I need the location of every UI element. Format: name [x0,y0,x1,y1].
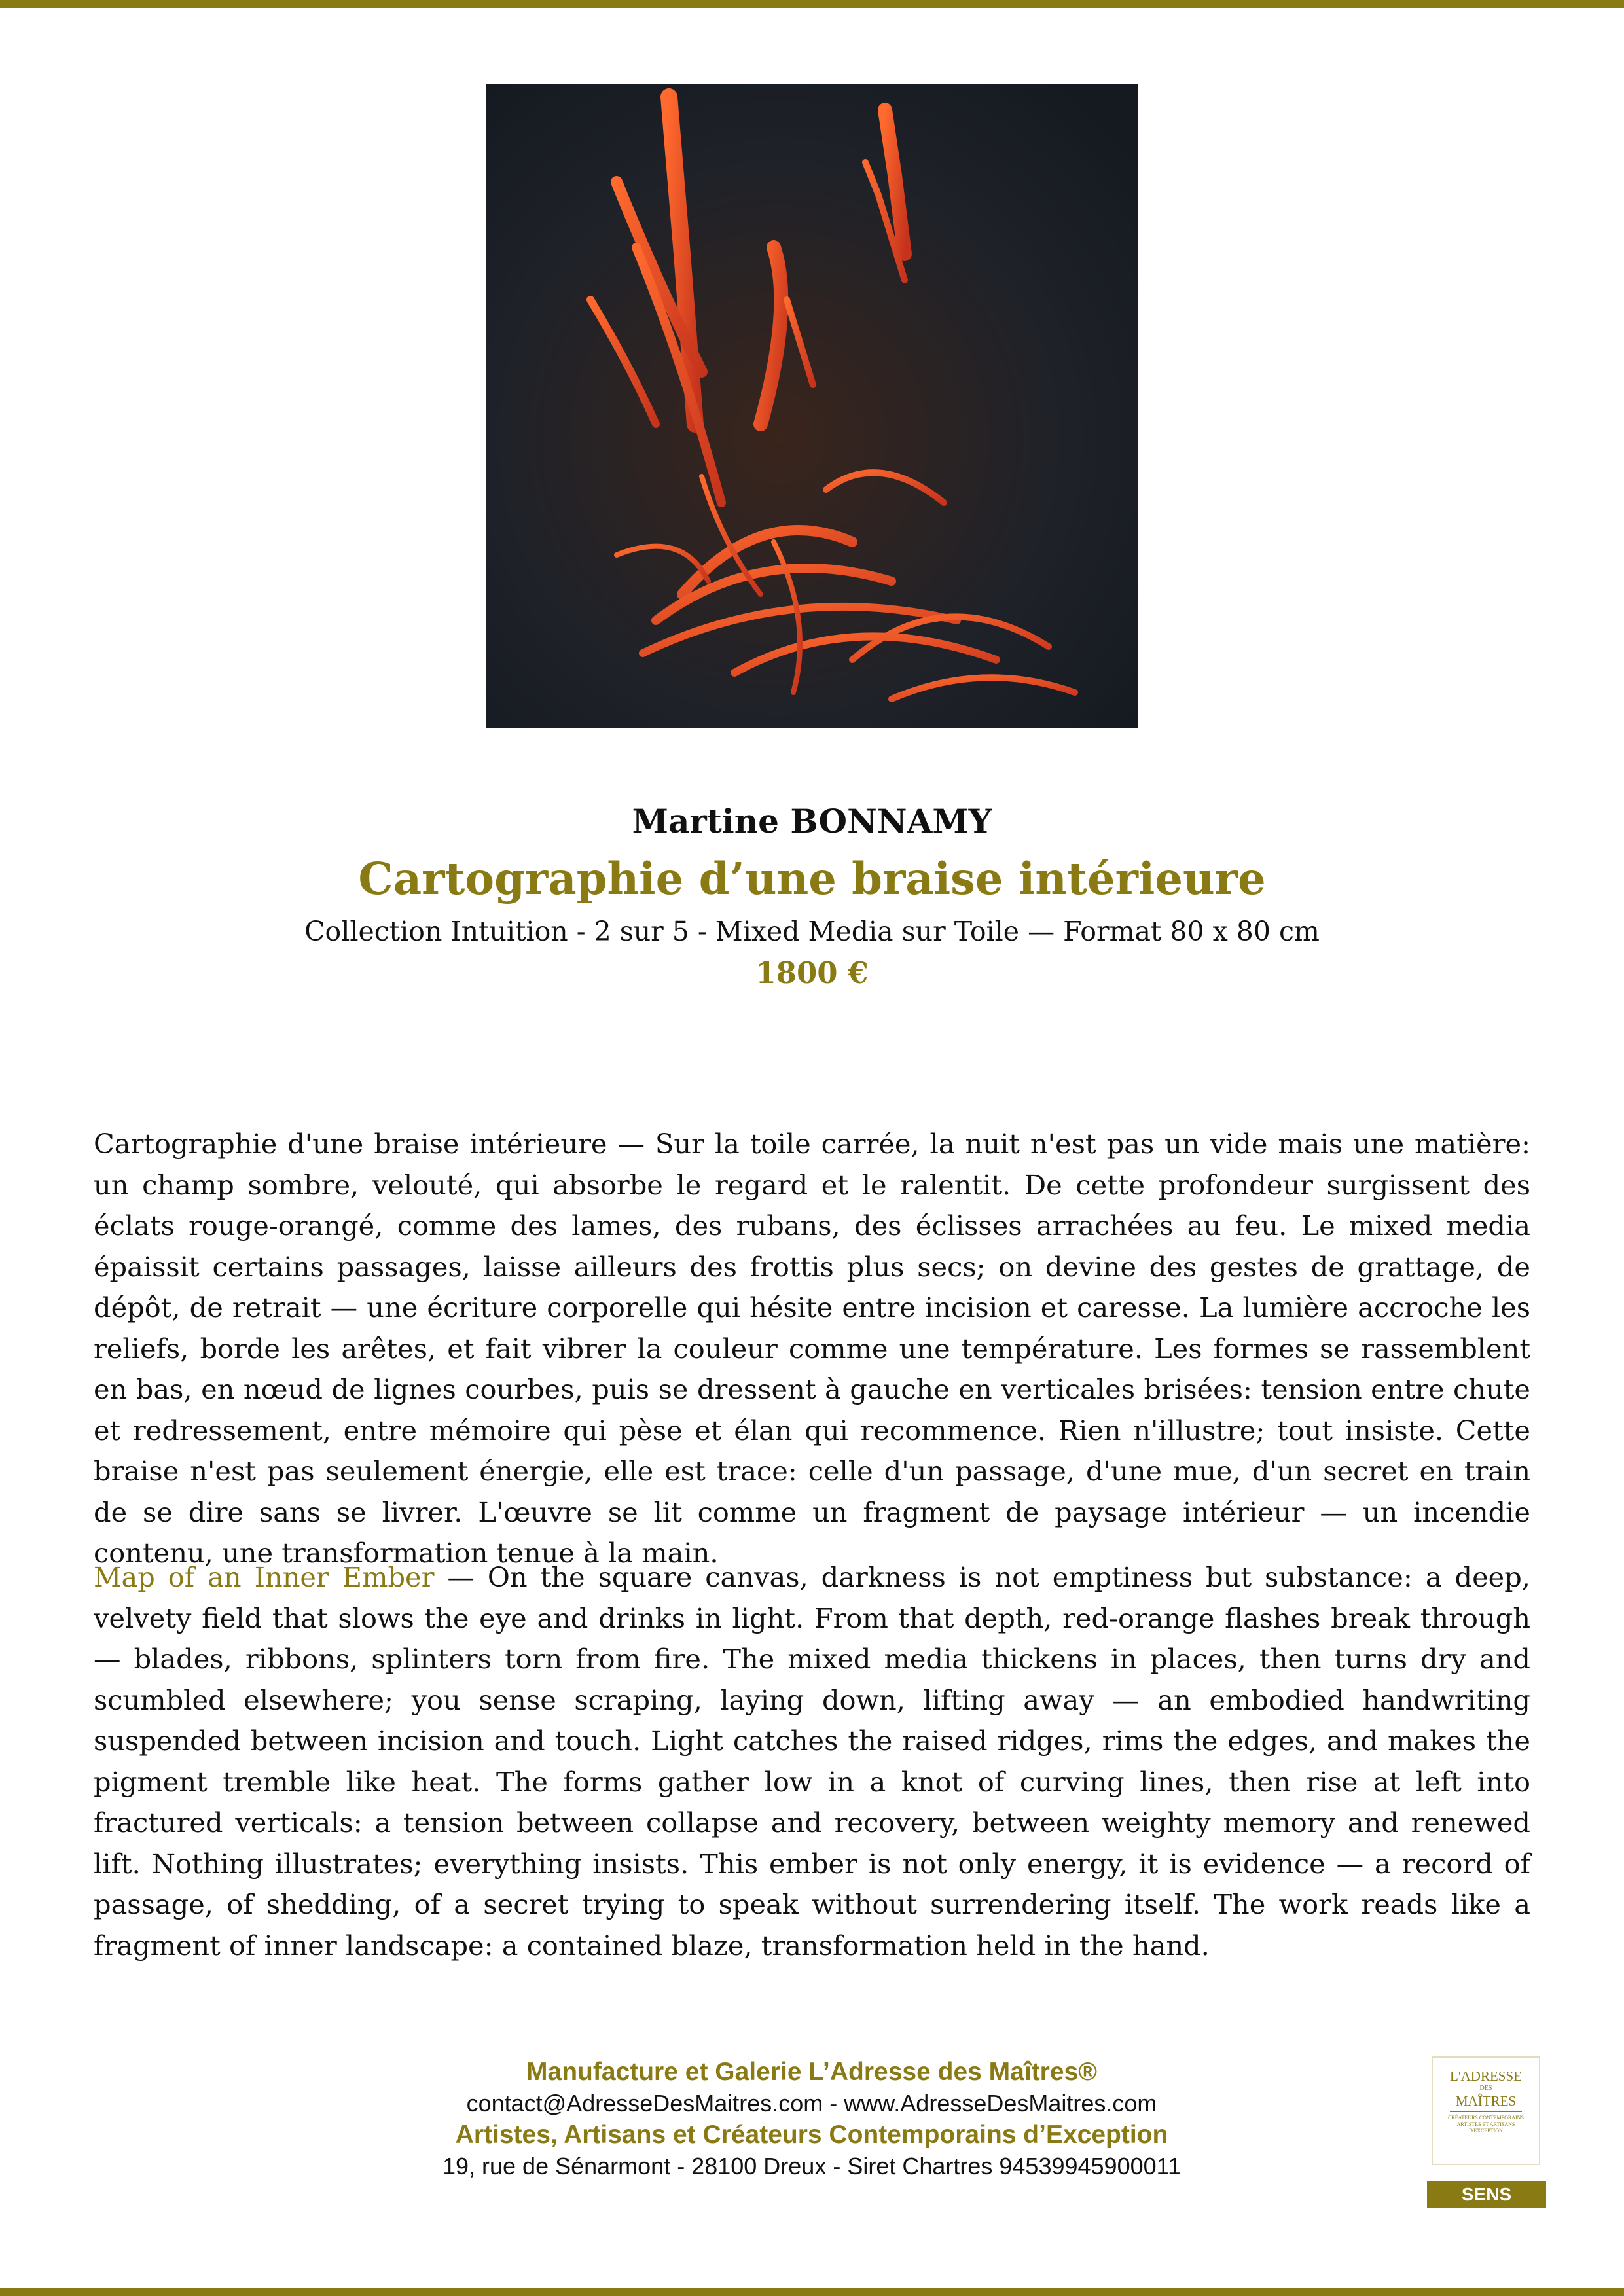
footer-tagline: Artistes, Artisans et Créateurs Contemporains d’Exception [455,2121,1168,2149]
logo-tagline: CRÉATEURS CONTEMPORAINS ARTISTES ET ARTISANS D'EXCEPTION [1448,2115,1524,2134]
artwork-title: Cartographie d’une braise intérieure [358,853,1266,905]
logo-divider [1450,2111,1522,2112]
footer [353,2056,1270,2182]
artwork-details: Collection Intuition - 2 sur 5 - Mixed Media sur Toile — Format 80 x 80 cm [304,916,1320,947]
logo-line-small: DES [1479,2085,1492,2092]
artwork-price: 1800 € [755,956,869,990]
english-title: Map of an Inner Ember [94,1561,435,1593]
english-text: — On the square canvas, darkness is not emptiness but substance: a deep, velvety field that slows the eye and drinks in light. From that depth, red-orange flashes break through — blades, ribbons, splinters torn from fire. The mixed media thickens in places, then turns dry and scumbled elsewhere; you sense scraping, laying down, lifting away — an embodied handwriting suspended between incision and touch. Light catches the raised ridges, rims the edges, and makes the pigment tremble like heat. The forms gather low in a knot of curving lines, then rise at left into fractured verticals: a tension between collapse and recovery, between weighty memory and renewed lift. Nothing illustrates; everything insists. This ember is not only energy, it is evidence — a record of passage, of shedding, of a secret trying to speak without surrendering itself. The work reads like a fragment of inner landscape: a contained blaze, transformation held in the hand. [94,1561,1530,1962]
footer-company: Manufacture et Galerie L’Adresse des Maîtres® [526,2058,1097,2086]
description-english [94,1557,1530,1966]
footer-address: 19, rue de Sénarmont - 28100 Dreux - Siret Chartres 94539945900011 [442,2153,1182,2179]
artist-name: Martine BONNAMY [632,802,992,840]
top-gold-rule [0,0,1624,8]
sens-badge: SENS [1427,2181,1546,2208]
gallery-logo [1432,2056,1540,2165]
logo-line1: L'ADRESSE [1450,2068,1522,2084]
footer-contact: contact@AdresseDesMaitres.com - www.AdresseDesMaitres.com [466,2090,1157,2117]
bottom-gold-rule [0,2288,1624,2296]
description-french: Cartographie d'une braise intérieure — Sur la toile carrée, la nuit n'est pas un vide mais une matière: un champ sombre, velouté, qui absorbe le regard et le ralentit. De cette profondeur surgissent des éclats rouge-orangé, comme des lames, des rubans, des éclisses arrachées au feu. Le mixed media épaissit certains passages, laisse ailleurs des frottis plus secs; on devine des gestes de grattage, de dépôt, de retrait — une écriture corporelle qui hésite entre incision et caresse. La lumière accroche les reliefs, borde les arêtes, et fait vibrer la couleur comme une température. Les formes se rassemblent en bas, en nœud de lignes courbes, puis se dressent à gauche en verticales brisées: tension entre chute et redressement, entre mémoire qui pèse et élan qui recommence. Rien n'illustre; tout insiste. Cette braise n'est pas seulement énergie, elle est trace: celle d'un passage, d'une mue, d'un secret en train de se dire sans se livrer. L'œuvre se lit comme un fragment de paysage intérieur — un incendie contenu, une transformation tenue à la main. [94,1128,1530,1569]
artwork-image [486,84,1138,728]
logo-line2: MAÎTRES [1455,2093,1517,2109]
